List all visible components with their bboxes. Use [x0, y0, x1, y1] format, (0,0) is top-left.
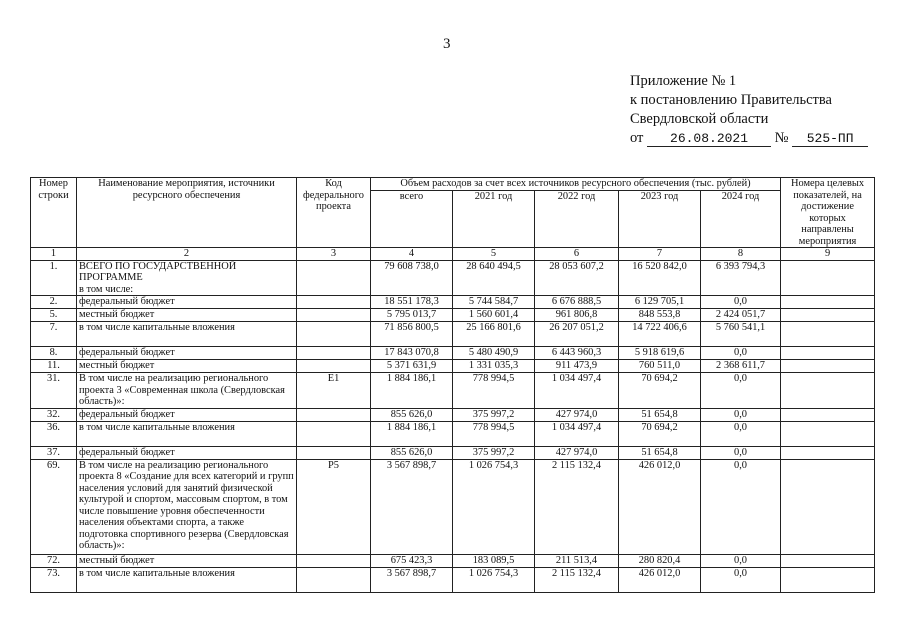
cell-y2023: 426 012,0: [619, 459, 701, 554]
table-row: [31, 260, 875, 296]
cell-name: [77, 347, 297, 360]
cell-total: 675 423,3: [371, 554, 453, 567]
cell-name-text: местный бюджет: [79, 554, 155, 566]
cell-name: [77, 260, 297, 296]
table-row: [31, 360, 875, 373]
cell-y2024: 0,0: [701, 567, 781, 592]
cell-code: [297, 567, 371, 592]
cell-total: 5 795 013,7: [371, 309, 453, 322]
cell-no: 2.: [31, 296, 77, 309]
cell-total: 3 567 898,7: [371, 459, 453, 554]
table-row: [31, 567, 875, 592]
cell-targets: [781, 554, 875, 567]
cell-name: [77, 421, 297, 446]
cell-no: 5.: [31, 309, 77, 322]
cell-code: [297, 554, 371, 567]
cell-no: 72.: [31, 554, 77, 567]
table-row: [31, 309, 875, 322]
cell-y2022: 26 207 051,2: [535, 322, 619, 347]
cell-name-text: В том числе на реализацию регионального проекта 8 «Создание для всех категорий и групп населения условий для занятий физической культурой и спортом, массовым спортом, в том числе повышение уровня обеспеченности населения объектами спорта, а также подготовка спортивного резерва (Свердловская область)»:: [79, 459, 294, 551]
cell-no: 8.: [31, 347, 77, 360]
cell-name: [77, 296, 297, 309]
table-row: [31, 421, 875, 446]
cell-name-text: в том числе капитальные вложения: [79, 421, 235, 433]
table-row: [31, 459, 875, 554]
cell-y2023: 848 553,8: [619, 309, 701, 322]
cell-name-text: в том числе капитальные вложения: [79, 567, 235, 579]
page-number: 3: [443, 36, 451, 52]
cell-name-text: местный бюджет: [79, 360, 155, 371]
cell-name-text: федеральный бюджет: [79, 296, 175, 307]
col-number: 4: [371, 248, 453, 261]
cell-total: 71 856 800,5: [371, 322, 453, 347]
cell-y2023: 51 654,8: [619, 446, 701, 459]
cell-name: [77, 567, 297, 592]
cell-targets: [781, 360, 875, 373]
table-row: [31, 554, 875, 567]
cell-name-text: местный бюджет: [79, 309, 155, 320]
cell-name-subtext: в том числе:: [79, 283, 134, 295]
header-volume: Объем расходов за счет всех источников ресурсного обеспечения (тыс. рублей): [371, 178, 781, 191]
cell-name-text: ВСЕГО ПО ГОСУДАРСТВЕННОЙ ПРОГРАММЕ: [79, 260, 237, 283]
header-2024: 2024 год: [701, 190, 781, 247]
cell-y2024: 0,0: [701, 373, 781, 409]
cell-targets: [781, 421, 875, 446]
cell-y2021: 183 089,5: [453, 554, 535, 567]
cell-y2021: 25 166 801,6: [453, 322, 535, 347]
cell-no: 73.: [31, 567, 77, 592]
cell-name: [77, 309, 297, 322]
cell-y2024: 0,0: [701, 446, 781, 459]
cell-total: 1 884 186,1: [371, 421, 453, 446]
cell-code: [297, 309, 371, 322]
cell-code: [297, 296, 371, 309]
cell-y2021: 778 994,5: [453, 373, 535, 409]
cell-total: 17 843 070,8: [371, 347, 453, 360]
cell-targets: [781, 446, 875, 459]
cell-y2024: 0,0: [701, 554, 781, 567]
cell-no: 31.: [31, 373, 77, 409]
cell-y2022: 1 034 497,4: [535, 421, 619, 446]
cell-y2024: 0,0: [701, 296, 781, 309]
cell-y2023: 16 520 842,0: [619, 260, 701, 296]
cell-code: [297, 360, 371, 373]
cell-y2021: 375 997,2: [453, 446, 535, 459]
table-row: [31, 296, 875, 309]
budget-table: [30, 177, 875, 593]
cell-name: [77, 322, 297, 347]
table-row: [31, 322, 875, 347]
table-row: [31, 347, 875, 360]
cell-targets: [781, 296, 875, 309]
header-name: Наименование мероприятия, источники ресурсного обеспечения: [77, 178, 297, 248]
cell-y2024: 0,0: [701, 459, 781, 554]
number-label: №: [774, 130, 789, 146]
approval-block: [630, 72, 868, 148]
cell-no: 1.: [31, 260, 77, 296]
cell-code: [297, 408, 371, 421]
col-number: 9: [781, 248, 875, 261]
header-total: всего: [371, 190, 453, 247]
cell-name: [77, 459, 297, 554]
cell-y2022: 911 473,9: [535, 360, 619, 373]
col-number: 7: [619, 248, 701, 261]
cell-code: [297, 421, 371, 446]
cell-y2022: 6 443 960,3: [535, 347, 619, 360]
cell-y2021: 375 997,2: [453, 408, 535, 421]
cell-name: [77, 554, 297, 567]
cell-code: [297, 260, 371, 296]
cell-y2023: 5 918 619,6: [619, 347, 701, 360]
approval-line-3: Свердловской области: [630, 111, 769, 127]
cell-total: 79 608 738,0: [371, 260, 453, 296]
cell-name-text: федеральный бюджет: [79, 446, 175, 458]
cell-code: Р5: [297, 459, 371, 554]
cell-name-text: федеральный бюджет: [79, 408, 175, 420]
cell-name: [77, 373, 297, 409]
cell-targets: [781, 567, 875, 592]
cell-y2023: 6 129 705,1: [619, 296, 701, 309]
col-number: 2: [77, 248, 297, 261]
cell-y2024: 5 760 541,1: [701, 322, 781, 347]
cell-y2023: 14 722 406,6: [619, 322, 701, 347]
cell-y2022: 961 806,8: [535, 309, 619, 322]
cell-name: [77, 360, 297, 373]
cell-y2021: 28 640 494,5: [453, 260, 535, 296]
cell-code: [297, 446, 371, 459]
cell-y2021: 778 994,5: [453, 421, 535, 446]
cell-total: 5 371 631,9: [371, 360, 453, 373]
cell-targets: [781, 309, 875, 322]
cell-y2021: 5 744 584,7: [453, 296, 535, 309]
cell-y2022: 6 676 888,5: [535, 296, 619, 309]
cell-targets: [781, 373, 875, 409]
header-row-no: Номер строки: [31, 178, 77, 248]
cell-no: 36.: [31, 421, 77, 446]
cell-total: 18 551 178,3: [371, 296, 453, 309]
cell-y2022: 211 513,4: [535, 554, 619, 567]
cell-y2021: 1 560 601,4: [453, 309, 535, 322]
header-2021: 2021 год: [453, 190, 535, 247]
cell-no: 37.: [31, 446, 77, 459]
approval-number: 525-ПП: [792, 131, 868, 147]
cell-no: 11.: [31, 360, 77, 373]
cell-name-text: В том числе на реализацию регионального проекта 3 «Современная школа (Свердловская область)»:: [79, 373, 285, 407]
col-number: 1: [31, 248, 77, 261]
cell-name: [77, 446, 297, 459]
cell-no: 69.: [31, 459, 77, 554]
cell-name: [77, 408, 297, 421]
cell-total: 1 884 186,1: [371, 373, 453, 409]
approval-date: 26.08.2021: [647, 131, 771, 147]
cell-y2021: 1 026 754,3: [453, 459, 535, 554]
cell-total: 3 567 898,7: [371, 567, 453, 592]
cell-y2023: 760 511,0: [619, 360, 701, 373]
cell-y2022: 28 053 607,2: [535, 260, 619, 296]
cell-y2024: 0,0: [701, 408, 781, 421]
col-number: 3: [297, 248, 371, 261]
table-body: [31, 260, 875, 592]
col-number: 8: [701, 248, 781, 261]
cell-total: 855 626,0: [371, 408, 453, 421]
approval-line-2: к постановлению Правительства: [630, 92, 832, 108]
header-2022: 2022 год: [535, 190, 619, 247]
cell-y2024: 2 368 611,7: [701, 360, 781, 373]
cell-y2022: 1 034 497,4: [535, 373, 619, 409]
cell-y2023: 426 012,0: [619, 567, 701, 592]
cell-y2022: 427 974,0: [535, 446, 619, 459]
cell-no: 7.: [31, 322, 77, 347]
approval-date-line: [630, 129, 868, 148]
cell-y2023: 70 694,2: [619, 421, 701, 446]
cell-y2024: 0,0: [701, 421, 781, 446]
approval-line-1: Приложение № 1: [630, 73, 737, 89]
table-row: [31, 446, 875, 459]
cell-y2023: 280 820,4: [619, 554, 701, 567]
cell-code: [297, 322, 371, 347]
cell-y2023: 70 694,2: [619, 373, 701, 409]
table-row: [31, 408, 875, 421]
cell-targets: [781, 408, 875, 421]
cell-y2022: 2 115 132,4: [535, 459, 619, 554]
cell-y2024: 6 393 794,3: [701, 260, 781, 296]
table-row: [31, 373, 875, 409]
cell-name-text: федеральный бюджет: [79, 347, 175, 358]
cell-y2021: 5 480 490,9: [453, 347, 535, 360]
cell-targets: [781, 322, 875, 347]
header-2023: 2023 год: [619, 190, 701, 247]
cell-y2022: 427 974,0: [535, 408, 619, 421]
header-code: Код федерального проекта: [297, 178, 371, 248]
cell-total: 855 626,0: [371, 446, 453, 459]
col-number: 5: [453, 248, 535, 261]
cell-y2024: 2 424 051,7: [701, 309, 781, 322]
header-targets: Номера целевых показателей, на достижение которых направлены мероприятия: [781, 178, 875, 248]
cell-targets: [781, 260, 875, 296]
cell-targets: [781, 459, 875, 554]
cell-name-text: в том числе капитальные вложения: [79, 322, 235, 333]
cell-code: [297, 347, 371, 360]
cell-code: Е1: [297, 373, 371, 409]
cell-no: 32.: [31, 408, 77, 421]
cell-y2021: 1 026 754,3: [453, 567, 535, 592]
col-number: 6: [535, 248, 619, 261]
column-numbers-row: [31, 248, 875, 261]
from-label: от: [630, 130, 644, 146]
cell-y2023: 51 654,8: [619, 408, 701, 421]
cell-y2021: 1 331 035,3: [453, 360, 535, 373]
cell-targets: [781, 347, 875, 360]
cell-y2022: 2 115 132,4: [535, 567, 619, 592]
cell-y2024: 0,0: [701, 347, 781, 360]
